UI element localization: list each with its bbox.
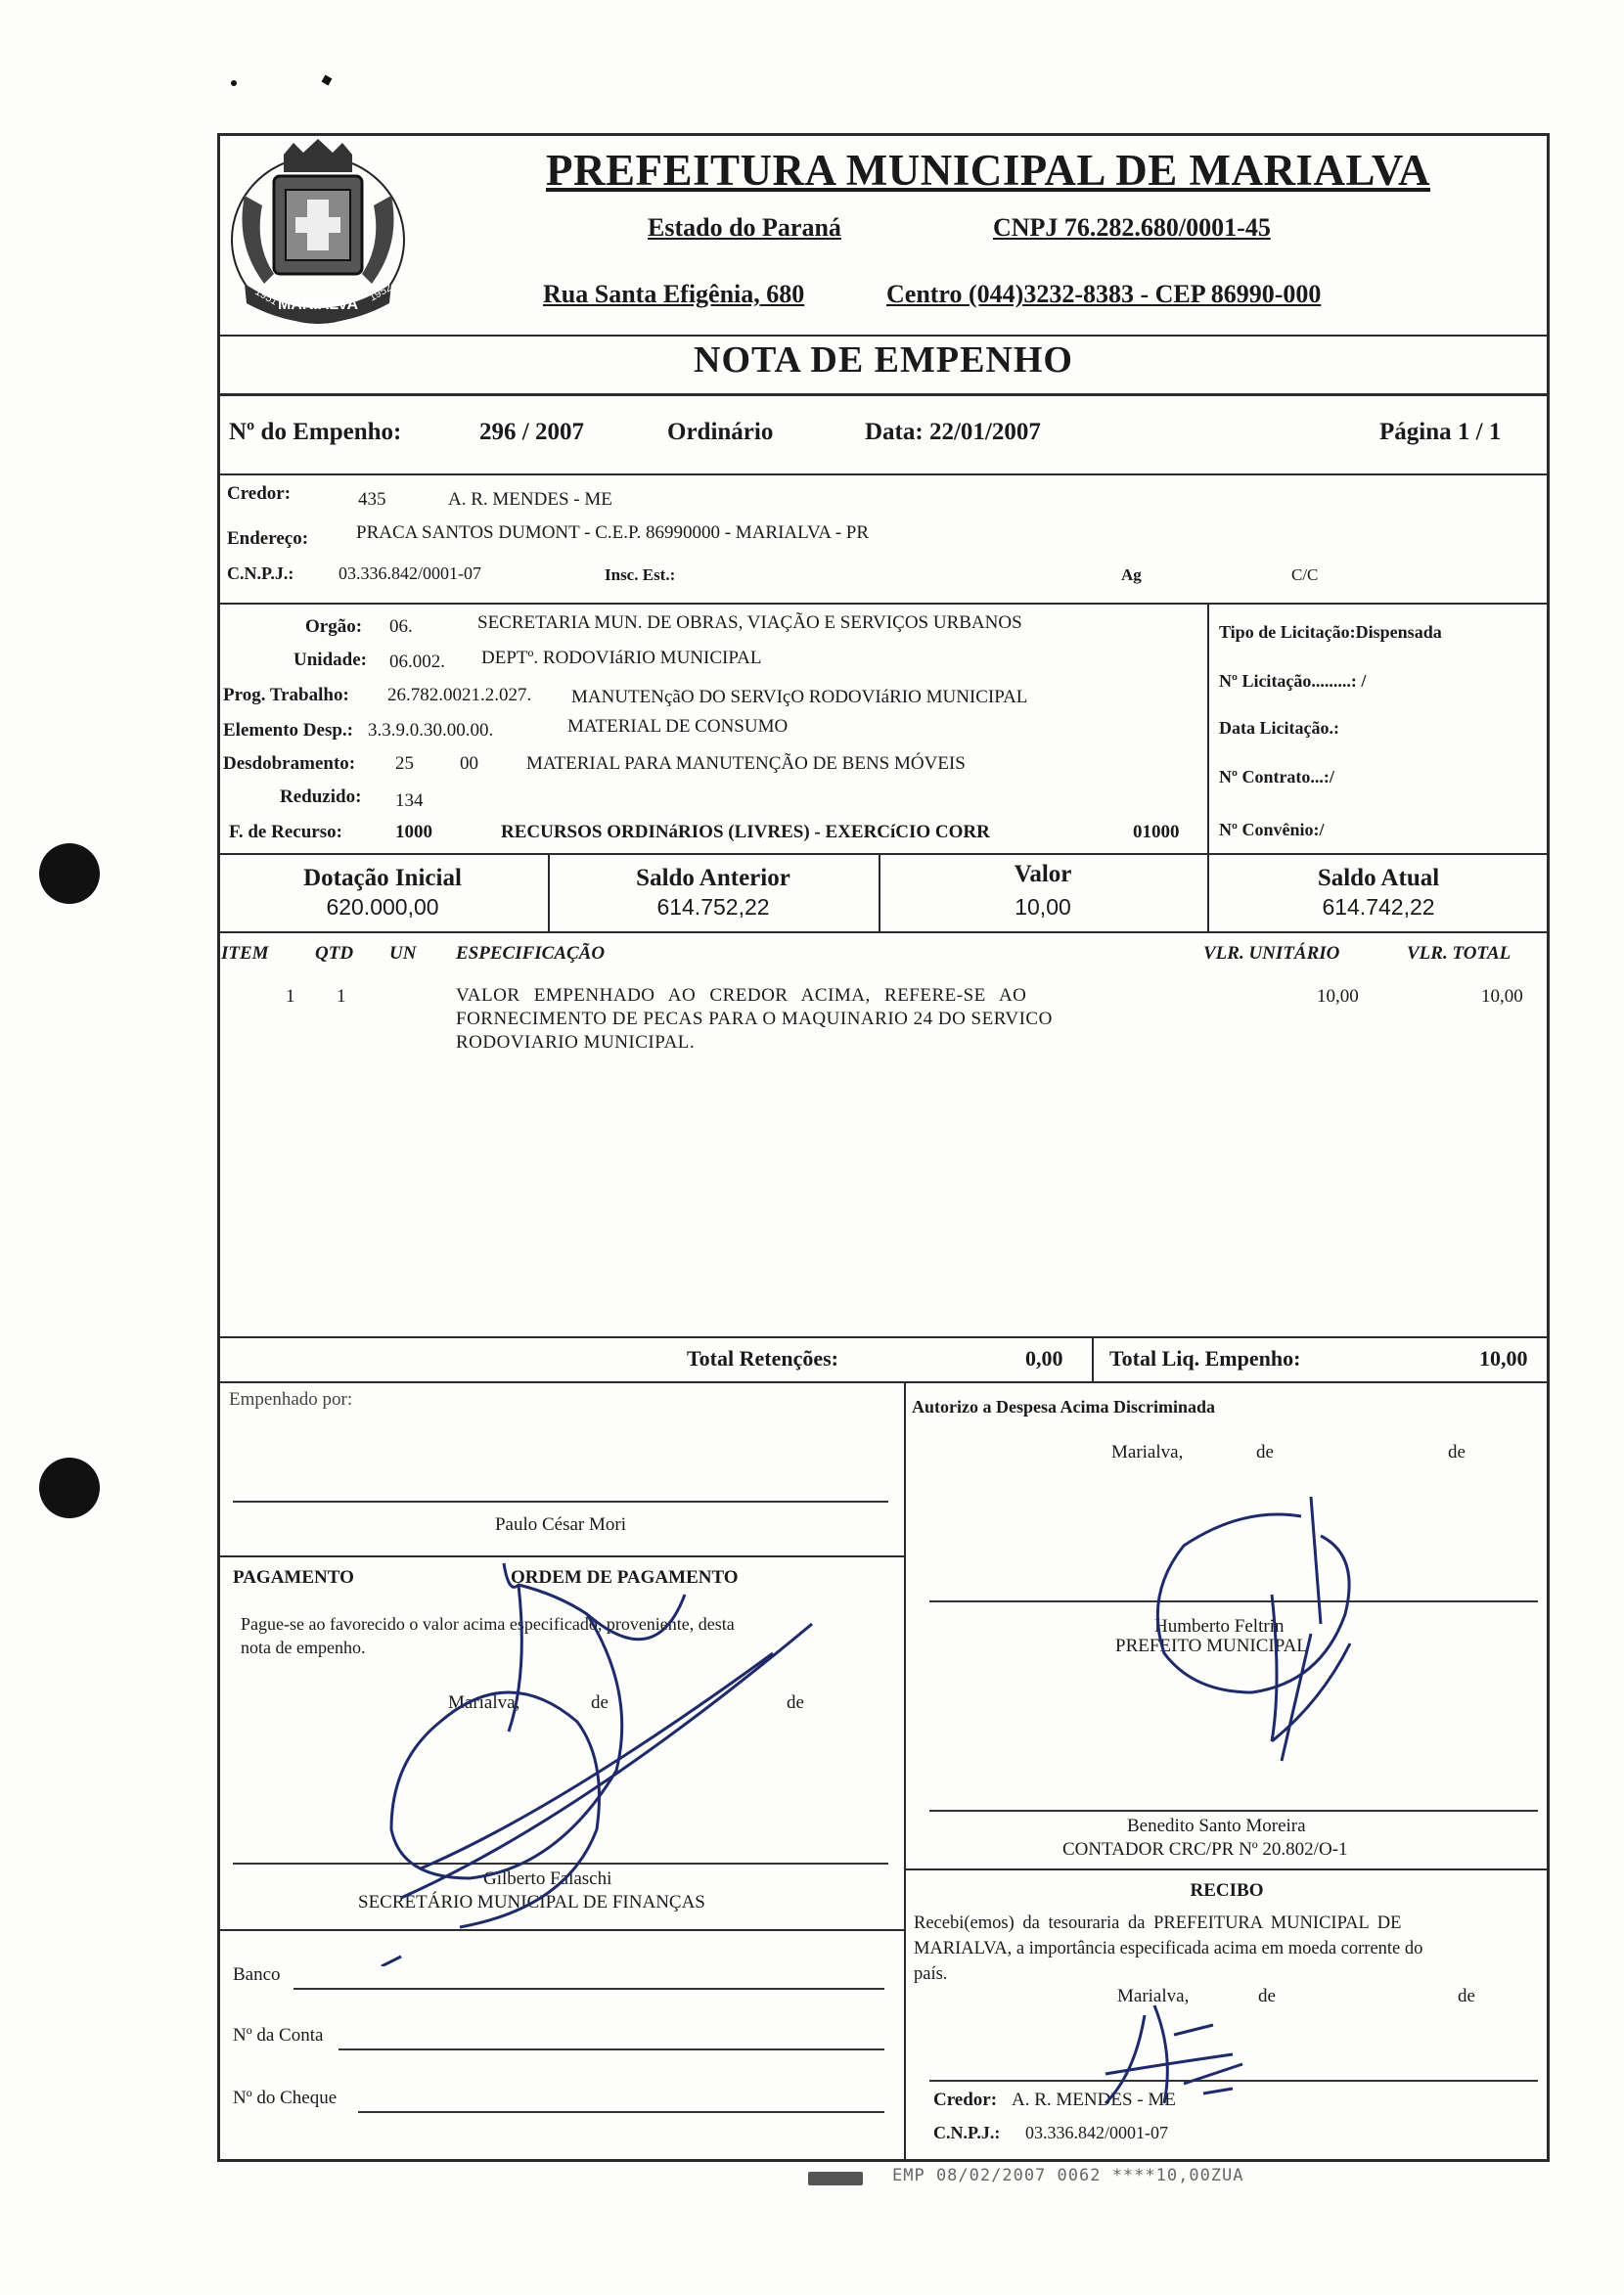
saldo-anterior-value: 614.752,22 (656, 894, 770, 920)
divider (217, 1336, 1550, 1338)
pagamento-de2: de (787, 1692, 804, 1713)
row-vlr-total: 10,00 (1481, 986, 1523, 1007)
recibo-credor-label: Credor: (933, 2090, 998, 2110)
banco-line (293, 1988, 884, 1990)
empenho-number: 296 / 2007 (479, 419, 584, 445)
footer-stamp: EMP 08/02/2007 0062 ****10,00ZUA (892, 2166, 1244, 2185)
punch-hole-top (39, 843, 100, 904)
empenho-type: Ordinário (667, 419, 774, 445)
divider (904, 1381, 906, 2162)
reduzido-code: 134 (395, 790, 424, 811)
endereco-value: PRACA SANTOS DUMONT - C.E.P. 86990000 - MARIALVA - PR (356, 522, 870, 543)
conta-line (338, 2048, 884, 2050)
recibo-line1: Recebi(emos) da tesouraria da PREFEITURA MUNICIPAL DE (914, 1913, 1402, 1933)
divider (217, 393, 1550, 396)
cnpj-credor-value: 03.336.842/0001-07 (338, 563, 481, 583)
empenho-date: Data: 22/01/2007 (865, 419, 1041, 445)
recibo-credor-name: A. R. MENDES - ME (1012, 2090, 1176, 2110)
ordem-pagamento-label: ORDEM DE PAGAMENTO (511, 1567, 739, 1588)
divider (1092, 1336, 1094, 1381)
credor-label: Credor: (227, 483, 292, 504)
recibo-line2: MARIALVA, a importância especificada acima em moeda corrente do (914, 1939, 1423, 1958)
pagamento-text-line1: Pague-se ao favorecido o valor acima especificado, proveniente, desta (241, 1614, 735, 1634)
saldo-atual-value: 614.742,22 (1322, 894, 1435, 920)
seal-text: MARIALVA (277, 296, 359, 313)
footer-stamp-logo (808, 2172, 863, 2185)
secretario-name: Gilberto Falaschi (483, 1868, 612, 1889)
desdobramento-label: Desdobramento: (223, 753, 356, 774)
cnpj-credor-label: C.N.P.J.: (227, 563, 294, 583)
credor-name: A. R. MENDES - ME (448, 489, 612, 510)
recibo-cnpj-value: 03.336.842/0001-07 (1025, 2123, 1168, 2142)
recibo-cnpj-label: C.N.P.J.: (933, 2123, 1001, 2142)
seal-year-left: 1951 (252, 286, 280, 308)
row-spec-line3: RODOVIARIO MUNICIPAL. (456, 1032, 696, 1053)
row-spec-line2: FORNECIMENTO DE PECAS PARA O MAQUINARIO 24 DO SERVICO (456, 1009, 1053, 1029)
col-header-vlr-total: VLR. TOTAL (1407, 943, 1511, 964)
col-header-item: ITEM (221, 943, 269, 964)
recibo-title: RECIBO (1190, 1880, 1264, 1901)
contador-role: CONTADOR CRC/PR Nº 20.802/O-1 (1062, 1839, 1348, 1860)
row-vlr-unitario: 10,00 (1317, 986, 1359, 1007)
unidade-label: Unidade: (293, 650, 367, 670)
total-liq-label: Total Liq. Empenho: (1109, 1346, 1301, 1371)
fonte-recurso-code: 1000 (395, 822, 432, 842)
row-spec-line1: VALOR EMPENHADO AO CREDOR ACIMA, REFERE-SE AO (456, 985, 1027, 1006)
fonte-recurso-number: 01000 (1133, 822, 1180, 842)
divider (217, 335, 1550, 337)
empenhado-por-label: Empenhado por: (229, 1389, 353, 1410)
prog-trabalho-desc: MANUTENçãO DO SERVIçO RODOVIáRIO MUNICIPAL (571, 687, 1028, 707)
desdobramento-code: 25 (395, 753, 414, 774)
prog-trabalho-label: Prog. Trabalho: (223, 685, 349, 705)
elemento-desc: MATERIAL DE CONSUMO (567, 716, 789, 737)
divider (217, 931, 1550, 933)
saldo-anterior-label: Saldo Anterior (636, 865, 790, 891)
numero-licitacao: Nº Licitação.........: / (1219, 671, 1367, 691)
tipo-licitacao: Tipo de Licitação:Dispensada (1219, 622, 1442, 642)
valor-label: Valor (1014, 861, 1072, 887)
scan-speck (322, 75, 333, 86)
elemento-code: 3.3.9.0.30.00.00. (368, 720, 494, 741)
credor-code: 435 (358, 489, 386, 510)
prog-trabalho-code: 26.782.0021.2.027. (387, 685, 532, 705)
banco-label: Banco (233, 1964, 281, 1985)
autorizo-de1: de (1256, 1442, 1274, 1462)
fonte-recurso-label: F. de Recurso: (229, 822, 342, 842)
handwritten-signature-credor (1086, 1996, 1252, 2123)
municipal-seal (225, 137, 411, 333)
orgao-code: 06. (389, 616, 413, 637)
contador-name: Benedito Santo Moreira (1127, 1816, 1306, 1836)
state-label: Estado do Paraná (648, 213, 841, 242)
unidade-code: 06.002. (389, 652, 445, 672)
numero-contrato: Nº Contrato...:/ (1219, 767, 1334, 787)
conta-label: Nº da Conta (233, 2025, 324, 2046)
empenho-number-label: Nº do Empenho: (229, 419, 402, 445)
divider (217, 853, 1550, 855)
seal-year-right: 1952 (367, 281, 394, 304)
pagamento-text-line2: nota de empenho. (241, 1638, 366, 1657)
municipality-title: PREFEITURA MUNICIPAL DE MARIALVA (546, 146, 1431, 195)
divider (217, 473, 1550, 475)
endereco-label: Endereço: (227, 528, 309, 549)
pagamento-city: Marialva, (448, 1692, 520, 1713)
divider (904, 1868, 1550, 1870)
saldo-atual-label: Saldo Atual (1317, 865, 1440, 891)
address-label: Rua Santa Efigênia, 680 (543, 280, 805, 308)
divider (217, 603, 1550, 605)
col-header-especificacao: ESPECIFICAÇÃO (456, 943, 606, 964)
col-header-un: UN (389, 943, 417, 964)
ag-label: Ag (1121, 565, 1142, 584)
cnpj-label: CNPJ 76.282.680/0001-45 (993, 213, 1271, 242)
total-retencoes-value: 0,00 (1025, 1346, 1063, 1371)
scan-speck (231, 80, 237, 86)
recibo-city: Marialva, (1117, 1986, 1190, 2006)
cheque-label: Nº do Cheque (233, 2088, 338, 2108)
page-number: Página 1 / 1 (1379, 419, 1502, 445)
valor-value: 10,00 (1015, 894, 1071, 920)
desdobramento-sub: 00 (460, 753, 478, 774)
handwritten-signature-secretario (362, 1555, 832, 1966)
unidade-desc: DEPTº. RODOVIáRIO MUNICIPAL (481, 648, 762, 668)
total-liq-value: 10,00 (1479, 1346, 1528, 1371)
total-retencoes-label: Total Retenções: (687, 1346, 838, 1371)
fonte-recurso-desc: RECURSOS ORDINáRIOS (LIVRES) - EXERCíCIO CORR (501, 822, 990, 842)
dotacao-inicial-value: 620.000,00 (326, 894, 439, 920)
desdobramento-desc: MATERIAL PARA MANUTENÇÃO DE BENS MÓVEIS (526, 753, 966, 774)
document-title: NOTA DE EMPENHO (694, 339, 1073, 381)
dotacao-inicial-label: Dotação Inicial (303, 865, 462, 891)
cheque-line (358, 2111, 884, 2113)
orgao-desc: SECRETARIA MUN. DE OBRAS, VIAÇÃO E SERVIÇOS URBANOS (477, 612, 1022, 633)
signature-line (929, 1810, 1538, 1812)
row-item: 1 (286, 986, 295, 1007)
recibo-de2: de (1458, 1986, 1475, 2006)
recibo-de1: de (1258, 1986, 1276, 2006)
numero-convenio: Nº Convênio:/ (1219, 820, 1325, 839)
row-qtd: 1 (337, 986, 346, 1007)
reduzido-label: Reduzido: (280, 787, 362, 807)
pagamento-label: PAGAMENTO (233, 1567, 354, 1588)
prefeito-name: Humberto Feltrin (1154, 1616, 1285, 1637)
orgao-label: Orgão: (305, 616, 363, 637)
data-licitacao: Data Licitação.: (1219, 718, 1339, 738)
elemento-label: Elemento Desp.: (223, 720, 353, 741)
col-header-qtd: QTD (315, 943, 354, 964)
autorizo-label: Autorizo a Despesa Acima Discriminada (912, 1397, 1215, 1417)
empenhado-por-name: Paulo César Mori (494, 1514, 627, 1535)
secretario-role: SECRETÁRIO MUNICIPAL DE FINANÇAS (358, 1892, 705, 1912)
contact-label: Centro (044)3232-8383 - CEP 86990-000 (886, 280, 1322, 308)
signature-line (233, 1501, 888, 1503)
divider (1207, 603, 1209, 853)
handwritten-signature-prefeito (1125, 1487, 1389, 1780)
recibo-line3: país. (914, 1964, 948, 1984)
autorizo-de2: de (1448, 1442, 1466, 1462)
pagamento-de1: de (591, 1692, 609, 1713)
insc-est-label: Insc. Est.: (605, 565, 676, 584)
col-header-vlr-unitario: VLR. UNITÁRIO (1203, 943, 1340, 964)
autorizo-city: Marialva, (1111, 1442, 1184, 1462)
prefeito-role: PREFEITO MUNICIPAL (1115, 1636, 1308, 1656)
cc-label: C/C (1291, 565, 1319, 584)
divider (217, 1381, 1550, 1383)
punch-hole-bottom (39, 1458, 100, 1518)
